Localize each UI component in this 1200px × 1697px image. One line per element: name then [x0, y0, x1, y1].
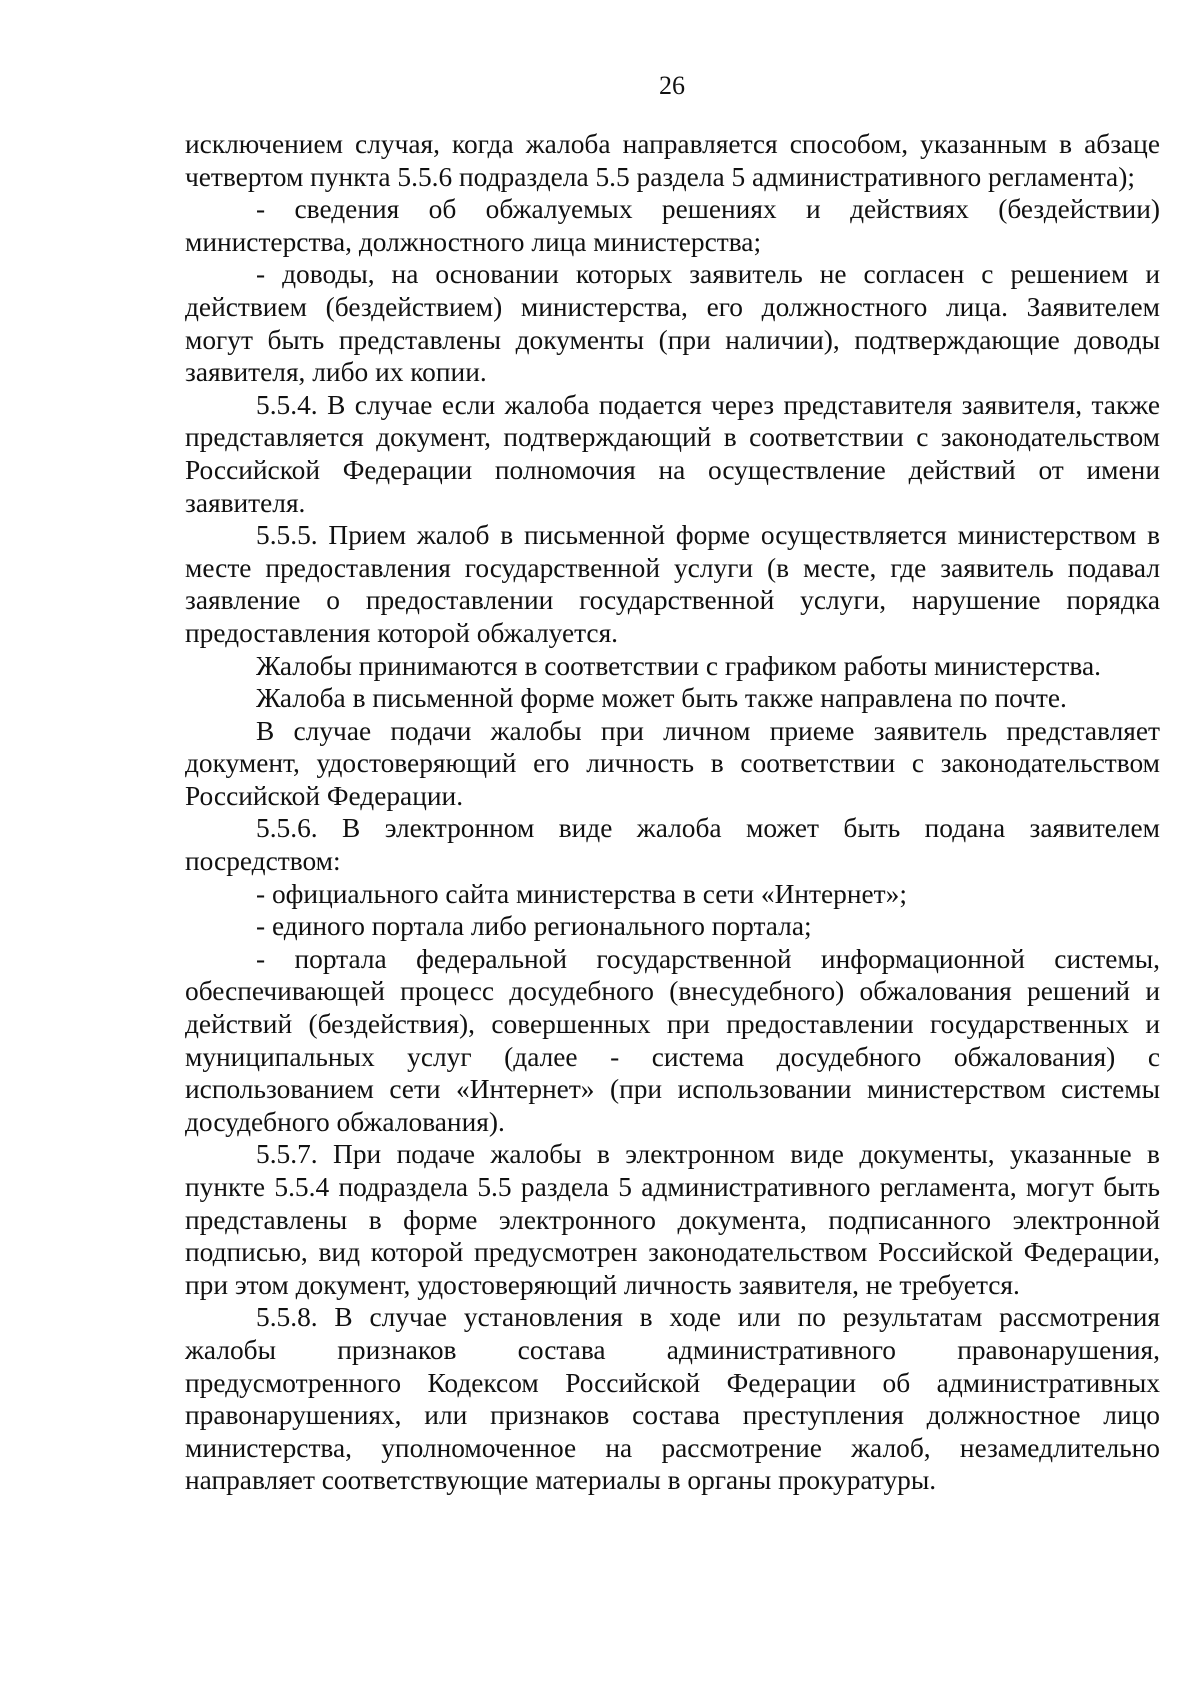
- list-item-unified-portal: - единого портала либо регионального портала;: [256, 911, 812, 942]
- list-item-federal-system: - портала федеральной государственной информационной системы, обеспечивающей процесс досудебного (внесудебного) обжалования решений и действий (бездействия), совершенных при предоставлении государственных и муниципальных услуг (далее - система досудебного обжалования) с использованием сети «Интернет» (при использовании министерством системы досудебного обжалования).: [185, 943, 1160, 1137]
- paragraph-schedule: Жалобы принимаются в соответствии с графиком работы министерства.: [256, 650, 1101, 681]
- paragraph-arguments: - доводы, на основании которых заявитель не согласен с решением и действием (бездействием) министерства, его должностного лица. Заявителем могут быть представлены документы (при наличии), подтверждающие доводы заявителя, либо их копии.: [185, 259, 1160, 388]
- paragraph-by-mail: Жалоба в письменной форме может быть также направлена по почте.: [256, 683, 1067, 714]
- paragraph-5-5-6: 5.5.6. В электронном виде жалоба может быть подана заявителем посредством:: [185, 813, 1160, 877]
- paragraph-appealed-decisions: - сведения об обжалуемых решениях и действиях (бездействии) министерства, должностного лица министерства;: [185, 194, 1160, 257]
- paragraph-personal-reception: В случае подачи жалобы при личном приеме заявитель представляет документ, удостоверяющий его личность в соответствии с законодательством Российской Федерации.: [185, 715, 1160, 811]
- paragraph-5-5-7: 5.5.7. При подаче жалобы в электронном виде документы, указанные в пункте 5.5.4 подраздела 5.5 раздела 5 административного регламента, могут быть представлены в форме электронного документа, подписанного электронной подписью, вид которой предусмотрен законодательством Российской Федерации, при этом документ, удостоверяющий личность заявителя, не требуется.: [185, 1139, 1160, 1300]
- paragraph-5-5-5: 5.5.5. Прием жалоб в письменной форме осуществляется министерством в месте предоставления государственной услуги (в месте, где заявитель подавал заявление о предоставлении государственной услуги, нарушение порядка предоставления которой обжалуется.: [185, 520, 1160, 648]
- document-body: [185, 128, 1160, 1497]
- page-number: 26: [659, 71, 685, 100]
- paragraph-5-5-4: 5.5.4. В случае если жалоба подается через представителя заявителя, также представляется документ, подтверждающий в соответствии с законодательством Российской Федерации полномочия на осуществление действий от имени заявителя.: [185, 389, 1160, 518]
- paragraph-continuation: исключением случая, когда жалоба направляется способом, указанным в абзаце четвертом пункта 5.5.6 подраздела 5.5 раздела 5 административного регламента);: [185, 129, 1160, 192]
- paragraph-5-5-8: 5.5.8. В случае установления в ходе или по результатам рассмотрения жалобы признаков состава административного правонарушения, предусмотренного Кодексом Российской Федерации об административных правонарушениях, или признаков состава преступления должностное лицо министерства, уполномоченное на рассмотрение жалоб, незамедлительно направляет соответствующие материалы в органы прокуратуры.: [185, 1302, 1160, 1496]
- list-item-official-site: - официального сайта министерства в сети «Интернет»;: [256, 878, 907, 909]
